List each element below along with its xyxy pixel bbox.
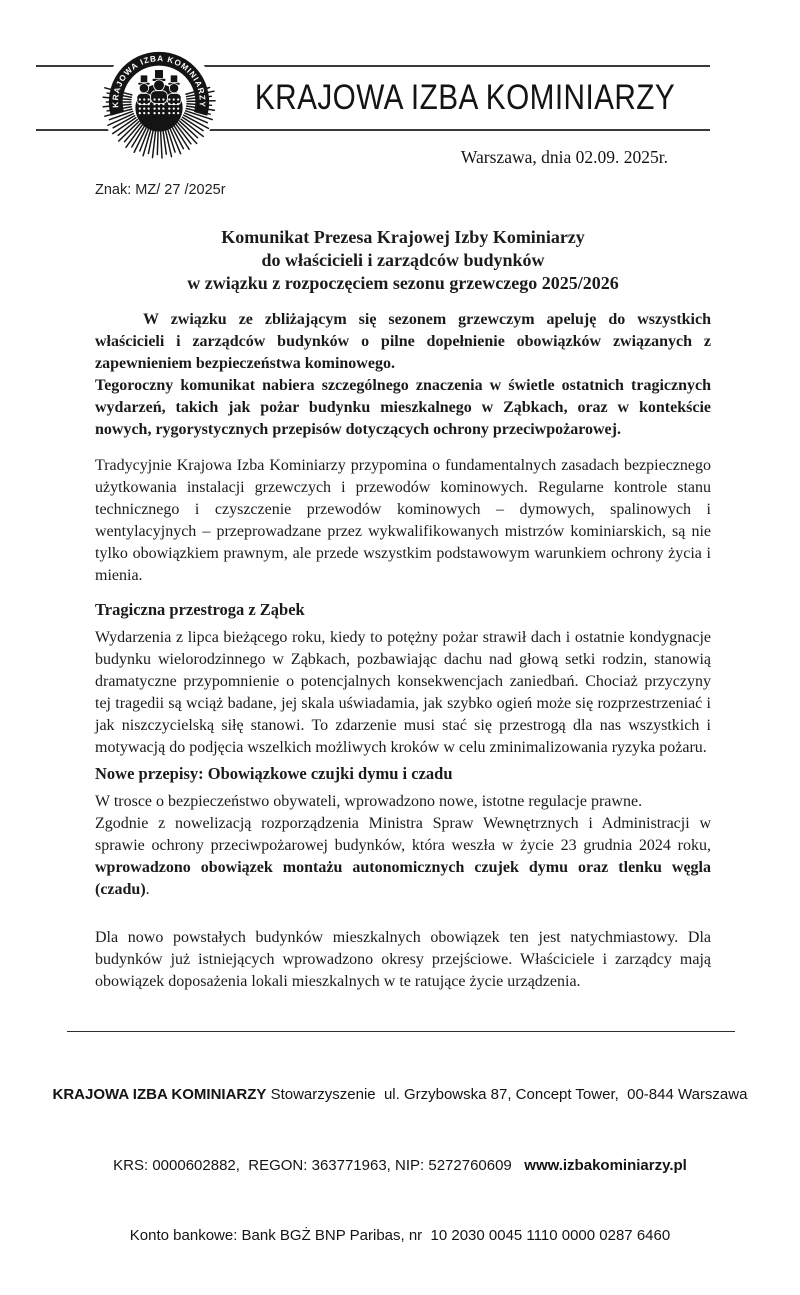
przepisy-text-period: . [145, 881, 150, 898]
logo-arc-text: KRAJOWA IZBA KOMINIARZY [111, 54, 207, 108]
intro-paragraph-2: Tegoroczny komunikat nabiera szczególnego znaczenia w świetle ostatnich tragicznych wydarzeń, takich jak pożar budynku mieszkalnego w Ząbkach, oraz w kontekście nowych, rygorystycznych przepisów dotyczących ochrony przeciwpożarowej. [95, 377, 711, 438]
footer-org-name: KRAJOWA IZBA KOMINIARZY [52, 1086, 267, 1103]
section-heading-przepisy: Nowe przepisy: Obowiązkowe czujki dymu i czadu [95, 764, 453, 783]
footer-website: www.izbakominiarzy.pl [524, 1156, 687, 1174]
letter-title-line-3: w związku z rozpoczęciem sezonu grzewczego 2025/2026 [187, 273, 619, 293]
tradition-paragraph: Tradycyjnie Krajowa Izba Kominiarzy przypomina o fundamentalnych zasadach bezpiecznego użytkowania instalacji grzewczych i przewodów kominowych. Regularne kontrole stanu technicznego i czyszczenie przewodów kominowych – dymowych, spalinowych i wentylacyjnych – przeprowadzane przez wykwalifikowanych mistrzów kominiarskich, są nie tylko obowiązkiem prawnym, ale przede wszystkim podstawowym warunkiem ochrony życia i mienia. [95, 457, 711, 584]
przepisy-text-bold: wprowadzono obowiązek montażu autonomicznych czujek dymu oraz tlenku węgla (czadu) [95, 859, 711, 898]
footer-address-line [50, 1083, 750, 1107]
org-title: KRAJOWA IZBA KOMINIARZY [254, 78, 676, 117]
letter-title-line-2: do właścicieli i zarządców budynków [261, 250, 545, 270]
footer-registry-line [50, 1154, 750, 1178]
footer [50, 1036, 750, 1295]
footer-address-text: Stowarzyszenie ul. Grzybowska 87, Concept Tower, 00-844 Warszawa [266, 1086, 748, 1103]
footer-rule [67, 1031, 735, 1032]
przepisy-paragraph [95, 791, 711, 901]
reference-number: Znak: MZ/ 27 /2025r [95, 182, 226, 198]
przepisy-line-1: W trosce o bezpieczeństwo obywateli, wprowadzono nowe, istotne regulacje prawne. [95, 793, 643, 810]
chimney-sweeps-seal-logo [100, 43, 218, 161]
date-line: Warszawa, dnia 02.09. 2025r. [460, 147, 668, 167]
intro-paragraph-1: W związku ze zbliżającym się sezonem grzewczym apeluję do wszystkich właścicieli i zarządców budynków o pilne dopełnienie obowiązków związanych z zapewnieniem bezpieczeństwa kominowego. [95, 311, 711, 372]
przepisy-text-normal: Zgodnie z nowelizacją rozporządzenia Ministra Spraw Wewnętrznych i Administracji w sprawie ochrony przeciwpożarowej budynków, która weszła w życie 23 grudnia 2024 roku, [95, 815, 711, 854]
final-paragraph: Dla nowo powstałych budynków mieszkalnych obowiązek ten jest natychmiastowy. Dla budynków już istniejących wprowadzono okresy przejściowe. Właściciele i zarządcy mają obowiązek doposażenia lokali mieszkalnych w te ratujące życie urządzenia. [95, 929, 711, 990]
section-heading-zabki: Tragiczna przestroga z Ząbek [95, 600, 305, 619]
footer-registry-numbers: KRS: 0000602882, REGON: 363771963, NIP: 5272760609 [113, 1156, 525, 1174]
letter-body [95, 226, 711, 993]
letter-title [95, 226, 711, 295]
letter-title-line-1: Komunikat Prezesa Krajowej Izby Kominiarzy [221, 227, 585, 247]
zabki-paragraph: Wydarzenia z lipca bieżącego roku, kiedy to potężny pożar strawił dach i ostatnie kondygnacje budynku wielorodzinnego w Ząbkach, pozbawiając dachu nad głową setki rodzin, stanowią dramatyczne przypomnienie o potencjalnych konsekwencjach zaniedbań. Chociaż przyczyny tej tragedii są wciąż badane, jej skala uświadamia, jak szybko ogień może się rozprzestrzeniać i jak niszczycielską siłę stanowi. To zdarzenie musi stać się przestrogą dla nas wszystkich i motywacją do podjęcia wszelkich możliwych kroków w celu zminimalizowania ryzyka pożaru. [95, 629, 711, 756]
footer-bank-line: Konto bankowe: Bank BGŻ BNP Paribas, nr 10 2030 0045 1110 0000 0287 6460 [129, 1227, 671, 1244]
